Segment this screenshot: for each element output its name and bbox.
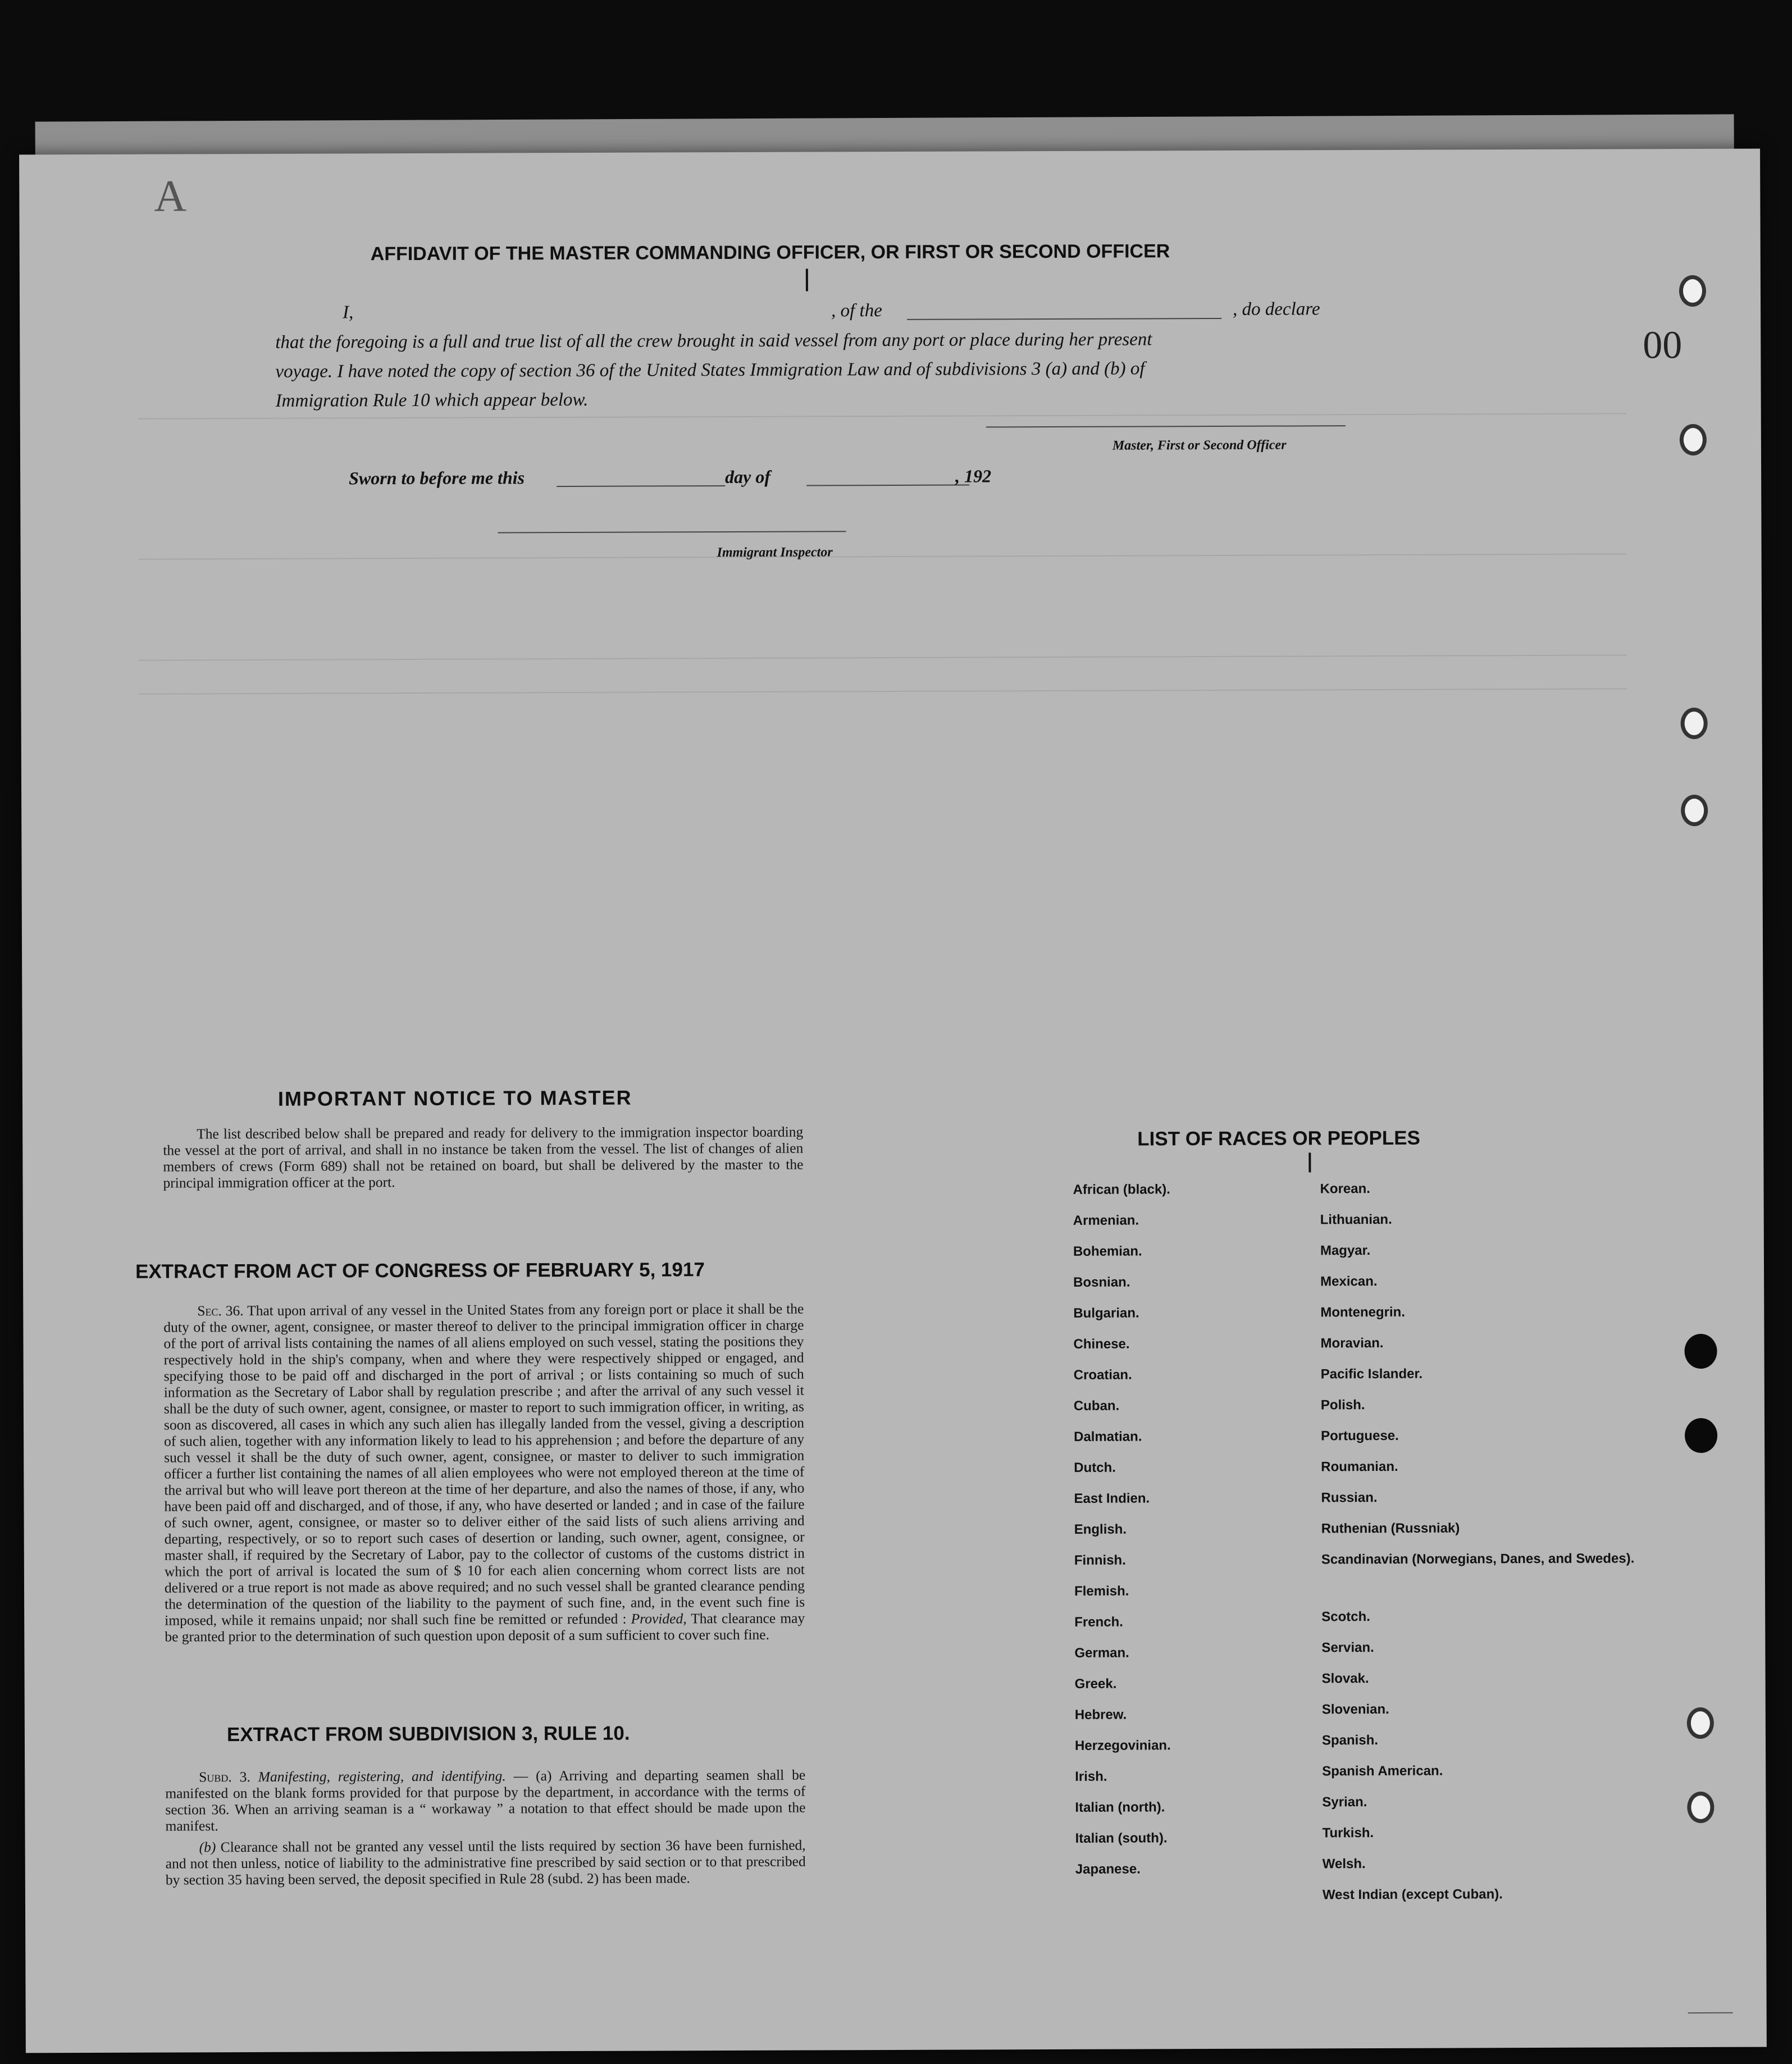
sec-36-text-end: That clearance may be granted prior to the determination of such question upon deposit of a sum sufficient to cover such fine. (165, 1610, 805, 1645)
race-item: Moravian. (1320, 1335, 1384, 1351)
handwritten-corner-mark: A (154, 171, 187, 221)
races-title: LIST OF RACES OR PEOPLES (1137, 1127, 1420, 1150)
race-item: English. (1074, 1521, 1127, 1537)
punch-hole (1685, 1418, 1717, 1453)
race-item: Syrian. (1322, 1794, 1367, 1810)
race-item: Welsh. (1322, 1856, 1366, 1872)
extract-act-body (163, 1301, 805, 1645)
affidavit-line-4: Immigration Rule 10 which appear below. (275, 389, 589, 411)
master-signature-label: Master, First or Second Officer (1112, 438, 1287, 453)
race-item: Cuban. (1073, 1398, 1120, 1414)
subd-text-a: — (a) Arriving and departing seamen shall be manifested on the blank forms provided for that purpose by the department, in accordance with the terms of section 36. When an arriving seaman is a “ workaway ” a notation to that effect should be made upon the manifest. (165, 1766, 806, 1834)
race-item: German. (1074, 1645, 1129, 1661)
sworn-label: Sworn to before me this (349, 467, 525, 489)
subd-label: Subd. 3. (199, 1769, 250, 1785)
punch-hole (1684, 1334, 1717, 1369)
sec-36-text: That upon arrival of any vessel in the United States from any foreign port or place it shall be the duty of the owner, agent, consignee, or master thereof to deliver to the principal immigration officer in charge of the port of arrival lists containing the names of all aliens employed on such vessel, stating the positions they respectively hold in the ship's company, when and where they were respectively shipped or engaged, and specifying those to be paid off and discharged in the port of arrival ; or lists containing so much of such information as the Secretary of Labor shall by regulation prescribe ; and after the arrival of any such vessel it shall be the duty of such owner, agent, consignee, or master to report to such immigration officer, in writing, as soon as discovered, all cases in which any such alien has illegally landed from the vessel, giving a description of such alien, together with any information likely to lead to his apprehension ; and before the departure of any such vessel it shall be the duty of such owner, agent, consignee, or master to deliver to such immigration officer a further list containing the names of all alien employees who were not employed thereon at the time of the arrival but who will leave port thereon at the time of her departure, and also the names of those, if any, who have been paid off and discharged, and of those, if any, who have deserted or landed ; and in case of the failure of such owner, agent, consignee, or master so to deliver either of the said lists of such aliens arriving and departing, respectively, or so to report such cases of desertion or landing, such owner, agent, consignee, or master shall, if required by the Secretary of Labor, pay to the collector of customs of the customs district in which the port of arrival is located the sum of $ 10 for each alien concerning whom correct lists are not delivered or a true report is not made as above required; and no such vessel shall be granted clearance pending the determination of the question of the liability to the payment of such fine, and, in the event such fine is imposed, while it remains unpaid; nor shall such fine be remitted or refunded : (163, 1300, 805, 1629)
race-item: Montenegrin. (1320, 1304, 1406, 1320)
race-item: Finnish. (1074, 1552, 1126, 1568)
race-item: Roumanian. (1321, 1459, 1398, 1475)
race-item: Bosnian. (1073, 1274, 1130, 1290)
race-item: Croatian. (1073, 1367, 1132, 1383)
affidavit-i: I, (343, 302, 354, 323)
race-item: Bulgarian. (1073, 1305, 1139, 1321)
race-item: Bohemian. (1073, 1243, 1142, 1259)
race-item: Turkish. (1322, 1825, 1374, 1841)
race-item: Scandinavian (Norwegians, Danes, and Swedes). (1321, 1551, 1635, 1568)
affidavit-of-the: , of the (831, 300, 882, 321)
document-page (19, 149, 1767, 2053)
race-item: West Indian (except Cuban). (1322, 1887, 1503, 1903)
race-item: East Indien. (1074, 1491, 1150, 1506)
races-title-mark (1308, 1152, 1311, 1172)
race-item: Spanish American. (1322, 1763, 1443, 1779)
race-item: Armenian. (1073, 1213, 1139, 1228)
punch-hole (1679, 275, 1706, 307)
race-item: Flemish. (1074, 1583, 1129, 1599)
race-item: Italian (south). (1075, 1830, 1168, 1846)
race-item: Italian (north). (1075, 1799, 1165, 1815)
race-item: Servian. (1321, 1640, 1374, 1656)
race-item: Slovenian. (1321, 1701, 1389, 1717)
race-item: Russian. (1321, 1489, 1378, 1506)
race-item: Korean. (1320, 1181, 1370, 1197)
punch-hole (1687, 1707, 1714, 1739)
provided-label: Provided, (631, 1610, 687, 1627)
notice-text: The list described below shall be prepared and ready for delivery to the immigration inspector boarding the vessel at the port of arrival, and shall in no instance be taken from the vessel. The list of changes of alien members of crews (Form 689) shall not be retained on board, but shall be delivered by the master to the principal immigration officer at the port. (163, 1123, 804, 1191)
race-item: Ruthenian (Russniak) (1321, 1520, 1460, 1537)
affidavit-declare: , do declare (1233, 299, 1320, 320)
race-item: Pacific Islander. (1320, 1366, 1423, 1382)
punch-hole (1687, 1792, 1714, 1823)
race-item: French. (1074, 1614, 1123, 1630)
title-underline-mark (806, 269, 808, 291)
punch-hole (1681, 708, 1708, 739)
race-item: Greek. (1074, 1676, 1117, 1692)
race-item: Chinese. (1073, 1336, 1130, 1352)
subd-heading: Manifesting, registering, and identifying. (258, 1767, 506, 1785)
subd-text-b: Clearance shall not be granted any vessel until the lists required by section 36 have been furnished, and not then unless, notice of liability to the administrative fine prescribed by said section or to that prescribed by section 35 having been served, the deposit specified in Rule 28 (subd. 2) has been made. (165, 1837, 806, 1888)
extract-rule-title: EXTRACT FROM SUBDIVISION 3, RULE 10. (226, 1722, 630, 1746)
day-of-label: day of (725, 466, 771, 487)
handwritten-right-mark: 00 (1643, 324, 1682, 367)
race-item: Polish. (1320, 1397, 1365, 1413)
punch-hole (1680, 424, 1707, 455)
extract-rule-body-b (166, 1837, 806, 1888)
race-item: Spanish. (1321, 1732, 1379, 1748)
extract-act-title: EXTRACT FROM ACT OF CONGRESS OF FEBRUARY 5, 1917 (135, 1259, 705, 1283)
notice-title: IMPORTANT NOTICE TO MASTER (277, 1086, 632, 1110)
extract-rule-body-a (165, 1767, 805, 1834)
affidavit-title: AFFIDAVIT OF THE MASTER COMMANDING OFFICER, OR FIRST OR SECOND OFFICER (370, 240, 1170, 265)
race-item: African (black). (1073, 1182, 1170, 1197)
race-item: Irish. (1075, 1769, 1107, 1784)
race-item: Mexican. (1320, 1273, 1378, 1290)
punch-hole (1681, 795, 1708, 826)
race-item: Lithuanian. (1320, 1211, 1392, 1228)
race-item: Hebrew. (1074, 1707, 1127, 1723)
races-left-column (1073, 1181, 1173, 1892)
race-item: Slovak. (1321, 1671, 1369, 1687)
races-right-column (1320, 1180, 1635, 1918)
race-item: Herzegovinian. (1074, 1738, 1171, 1753)
affidavit-line-3: voyage. I have noted the copy of section 36 of the United States Immigration Law and of subdivisions 3 (a) and (b) of (275, 358, 1145, 382)
affidavit-line-2: that the foregoing is a full and true list of all the crew brought in said vessel from any port or place during her present (275, 329, 1152, 353)
subd-b-label: (b) (199, 1839, 216, 1856)
race-item: Dutch. (1074, 1460, 1116, 1475)
corner-mark (1688, 2012, 1733, 2013)
race-item: Magyar. (1320, 1243, 1371, 1259)
year-label: , 192 (955, 466, 992, 486)
inspector-label: Immigrant Inspector (717, 545, 833, 561)
race-item: Japanese. (1075, 1861, 1141, 1877)
race-item: Portuguese. (1321, 1428, 1399, 1444)
race-item: Scotch. (1321, 1609, 1370, 1625)
sec-36-label: Sec. 36. (197, 1302, 244, 1319)
race-item: Dalmatian. (1074, 1429, 1142, 1445)
